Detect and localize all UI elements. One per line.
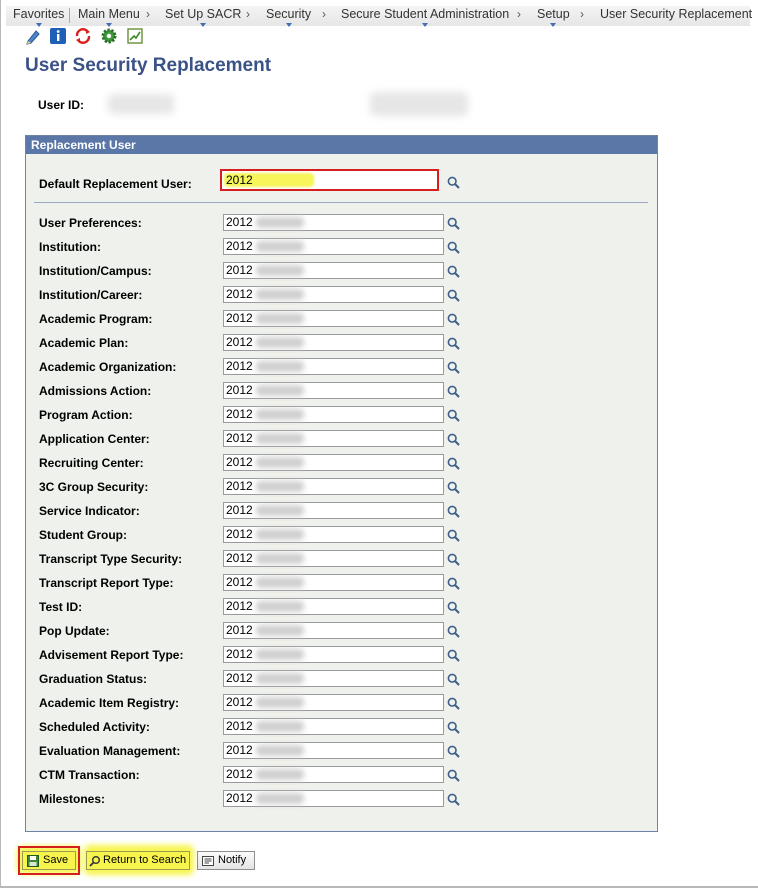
- replacement-user-value: 2012: [226, 767, 253, 781]
- lookup-icon[interactable]: [447, 745, 460, 758]
- lookup-icon[interactable]: [447, 721, 460, 734]
- lookup-icon[interactable]: [447, 265, 460, 278]
- field-label: Academic Item Registry:: [39, 696, 180, 710]
- breadcrumb-favorites[interactable]: [13, 7, 64, 21]
- field-label: Admissions Action:: [39, 384, 152, 398]
- field-label: Graduation Status:: [39, 672, 148, 686]
- save-icon: [27, 855, 39, 867]
- breadcrumb-setup[interactable]: [537, 7, 570, 21]
- redacted-value: [256, 745, 304, 756]
- replacement-user-value: 2012: [226, 455, 253, 469]
- lookup-icon[interactable]: [447, 625, 460, 638]
- panel-header: Replacement User: [26, 136, 657, 154]
- replacement-user-value: 2012: [226, 551, 253, 565]
- chart-icon[interactable]: [126, 27, 144, 45]
- breadcrumb-label: Main Menu: [78, 7, 140, 21]
- replacement-user-input[interactable]: [223, 262, 444, 279]
- field-label: Test ID:: [39, 600, 83, 614]
- replacement-user-value: 2012: [226, 311, 253, 325]
- notify-icon: [202, 855, 214, 867]
- redacted-value: [256, 433, 304, 444]
- redacted-value: [256, 697, 304, 708]
- replacement-user-value: 2012: [226, 407, 253, 421]
- replacement-user-value: 2012: [226, 263, 253, 277]
- redacted-value: [256, 769, 304, 780]
- breadcrumb-current-page: [600, 7, 752, 21]
- replacement-user-input[interactable]: [223, 550, 444, 567]
- breadcrumb: [6, 6, 753, 26]
- breadcrumb-label: Secure Student Administration: [341, 7, 510, 21]
- lookup-icon[interactable]: [447, 673, 460, 686]
- redacted-value: [256, 337, 304, 348]
- replacement-user-input[interactable]: [223, 334, 444, 351]
- lookup-icon[interactable]: [447, 289, 460, 302]
- default-replacement-user-value: 2012: [226, 173, 253, 187]
- default-replacement-user-label: Default Replacement User:: [39, 177, 192, 191]
- breadcrumb-separator-icon: ›: [246, 7, 250, 21]
- breadcrumb-separator-icon: ›: [146, 7, 150, 21]
- replacement-user-value: 2012: [226, 383, 253, 397]
- breadcrumb-label: Setup: [537, 7, 570, 21]
- info-icon[interactable]: [49, 27, 67, 45]
- replacement-user-input[interactable]: [223, 310, 444, 327]
- field-label: Pop Update:: [39, 624, 110, 638]
- breadcrumb-label: Set Up SACR: [165, 7, 242, 21]
- replacement-user-input[interactable]: [223, 646, 444, 663]
- lookup-icon[interactable]: [447, 481, 460, 494]
- replacement-user-value: 2012: [226, 791, 253, 805]
- redacted-value: [256, 721, 304, 732]
- redacted-value: [256, 529, 304, 540]
- field-label: Academic Program:: [39, 312, 153, 326]
- gear-icon[interactable]: [100, 27, 118, 45]
- replacement-user-input[interactable]: [223, 454, 444, 471]
- notify-button[interactable]: [197, 851, 255, 870]
- field-label: Recruiting Center:: [39, 456, 144, 470]
- lookup-icon[interactable]: [447, 337, 460, 350]
- replacement-user-input[interactable]: [223, 694, 444, 711]
- section-divider: [34, 202, 648, 203]
- redacted-user-id: [108, 94, 174, 114]
- field-label: Advisement Report Type:: [39, 648, 184, 662]
- redacted-value: [256, 385, 304, 396]
- replacement-user-value: 2012: [226, 575, 253, 589]
- replacement-user-value: 2012: [226, 359, 253, 373]
- breadcrumb-separator-icon: ›: [322, 7, 326, 21]
- chevron-down-icon: [550, 23, 556, 27]
- replacement-user-input[interactable]: [223, 406, 444, 423]
- save-button-label: Save: [43, 854, 69, 866]
- field-label: Service Indicator:: [39, 504, 140, 518]
- window-left-edge: [0, 0, 1, 888]
- breadcrumb-label: Favorites: [13, 7, 65, 21]
- user-id-label: User ID:: [38, 98, 85, 112]
- breadcrumb-separator-icon: ›: [517, 7, 521, 21]
- breadcrumb-divider: [69, 8, 70, 23]
- replacement-user-value: 2012: [226, 503, 253, 517]
- replacement-user-input[interactable]: [223, 598, 444, 615]
- replacement-user-value: 2012: [226, 431, 253, 445]
- replacement-user-value: 2012: [226, 215, 253, 229]
- redacted-value: [256, 217, 304, 228]
- redacted-value: [256, 793, 304, 804]
- breadcrumb-label: Security: [266, 7, 312, 21]
- replacement-user-input[interactable]: [223, 526, 444, 543]
- lookup-icon[interactable]: [447, 601, 460, 614]
- lookup-icon[interactable]: [447, 529, 460, 542]
- replacement-user-input[interactable]: [223, 574, 444, 591]
- field-label: Milestones:: [39, 792, 106, 806]
- field-label: User Preferences:: [39, 216, 142, 230]
- search-return-icon: [89, 855, 101, 867]
- lookup-icon[interactable]: [447, 385, 460, 398]
- lookup-icon[interactable]: [447, 793, 460, 806]
- redacted-value: [256, 361, 304, 372]
- replacement-user-value: 2012: [226, 719, 253, 733]
- redacted-value: [256, 553, 304, 564]
- redacted-value: [256, 649, 304, 660]
- redacted-value: [256, 577, 304, 588]
- redacted-value: [256, 313, 304, 324]
- replacement-user-input[interactable]: [223, 766, 444, 783]
- redacted-value: [256, 505, 304, 516]
- redacted-user-name: [370, 92, 468, 116]
- replacement-user-input[interactable]: [223, 670, 444, 687]
- field-label: 3C Group Security:: [39, 480, 149, 494]
- field-label: CTM Transaction:: [39, 768, 140, 782]
- field-label: Application Center:: [39, 432, 150, 446]
- replacement-user-value: 2012: [226, 527, 253, 541]
- field-label: Evaluation Management:: [39, 744, 181, 758]
- field-label: Transcript Type Security:: [39, 552, 183, 566]
- return-to-search-button[interactable]: [86, 851, 190, 870]
- redacted-value: [256, 625, 304, 636]
- return-to-search-label: Return to Search: [103, 854, 187, 866]
- replacement-user-input[interactable]: [223, 382, 444, 399]
- replacement-user-input[interactable]: [223, 790, 444, 807]
- redacted-value: [256, 481, 304, 492]
- field-label: Transcript Report Type:: [39, 576, 174, 590]
- replacement-user-value: 2012: [226, 599, 253, 613]
- breadcrumb-main-menu[interactable]: [78, 7, 140, 21]
- breadcrumb-set-up-sacr[interactable]: [165, 7, 241, 21]
- lookup-icon[interactable]: [447, 457, 460, 470]
- field-label: Student Group:: [39, 528, 127, 542]
- field-label: Institution/Career:: [39, 288, 143, 302]
- field-label: Institution:: [39, 240, 101, 254]
- replacement-user-input[interactable]: [223, 718, 444, 735]
- replacement-user-panel: [25, 135, 658, 832]
- chevron-down-icon: [422, 23, 428, 27]
- replacement-user-value: 2012: [226, 671, 253, 685]
- replacement-user-value: 2012: [226, 743, 253, 757]
- replacement-user-value: 2012: [226, 479, 253, 493]
- breadcrumb-label: User Security Replacement: [600, 7, 753, 21]
- redacted-value: [256, 601, 304, 612]
- lookup-icon[interactable]: [447, 361, 460, 374]
- replacement-user-input[interactable]: [223, 502, 444, 519]
- redacted-value: [256, 241, 304, 252]
- chevron-down-icon: [286, 23, 292, 27]
- replacement-user-value: 2012: [226, 287, 253, 301]
- redacted-value: [256, 289, 304, 300]
- replacement-user-input[interactable]: [223, 358, 444, 375]
- replacement-user-input[interactable]: [223, 478, 444, 495]
- lookup-icon[interactable]: [447, 505, 460, 518]
- refresh-icon[interactable]: [74, 27, 92, 45]
- redacted-value: [256, 673, 304, 684]
- breadcrumb-secure-student-administration[interactable]: [341, 7, 509, 21]
- notify-button-label: Notify: [218, 854, 247, 866]
- field-label: Program Action:: [39, 408, 133, 422]
- page-title: User Security Replacement: [25, 55, 272, 76]
- redacted-value: [256, 265, 304, 276]
- field-label: Academic Organization:: [39, 360, 177, 374]
- lookup-icon[interactable]: [447, 241, 460, 254]
- replacement-user-input[interactable]: [223, 622, 444, 639]
- replacement-user-value: 2012: [226, 335, 253, 349]
- breadcrumb-separator-icon: ›: [580, 7, 584, 21]
- replacement-user-value: 2012: [226, 239, 253, 253]
- replacement-user-input[interactable]: [223, 430, 444, 447]
- chevron-down-icon: [200, 23, 206, 27]
- field-label: Institution/Campus:: [39, 264, 152, 278]
- replacement-user-value: 2012: [226, 647, 253, 661]
- lookup-icon[interactable]: [447, 649, 460, 662]
- lookup-icon[interactable]: [447, 553, 460, 566]
- save-button[interactable]: [22, 851, 76, 870]
- replacement-user-input[interactable]: [223, 286, 444, 303]
- redacted-value: [256, 409, 304, 420]
- field-label: Scheduled Activity:: [39, 720, 150, 734]
- replacement-user-input[interactable]: [223, 214, 444, 231]
- lookup-icon[interactable]: [447, 176, 460, 189]
- lookup-icon[interactable]: [447, 697, 460, 710]
- lookup-icon[interactable]: [447, 313, 460, 326]
- lookup-icon[interactable]: [447, 769, 460, 782]
- replacement-user-input[interactable]: [223, 742, 444, 759]
- replacement-user-value: 2012: [226, 695, 253, 709]
- lookup-icon[interactable]: [447, 433, 460, 446]
- field-label: Academic Plan:: [39, 336, 129, 350]
- replacement-user-input[interactable]: [223, 238, 444, 255]
- lookup-icon[interactable]: [447, 577, 460, 590]
- lookup-icon[interactable]: [447, 217, 460, 230]
- default-replacement-user-input[interactable]: [220, 169, 439, 191]
- breadcrumb-security[interactable]: [266, 7, 311, 21]
- replacement-user-value: 2012: [226, 623, 253, 637]
- pencil-icon[interactable]: [24, 27, 42, 45]
- redacted-value: [256, 457, 304, 468]
- lookup-icon[interactable]: [447, 409, 460, 422]
